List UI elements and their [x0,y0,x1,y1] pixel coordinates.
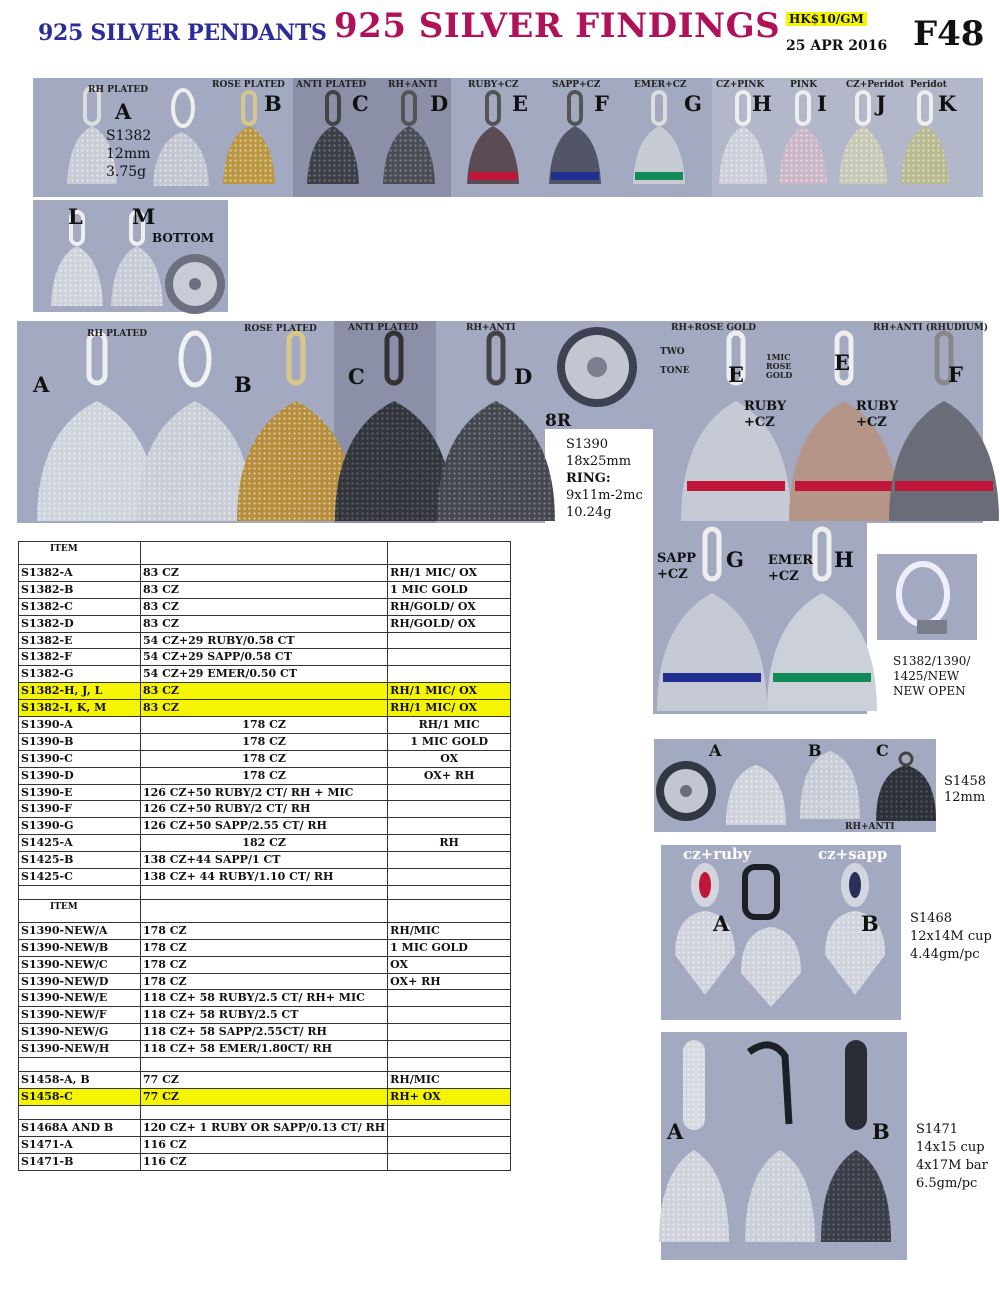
strip3-letter-h: H [834,547,854,572]
table-header-cell [141,899,388,922]
table-row [19,717,511,734]
item-code: S1390-D [19,767,141,784]
strip2-letter-e2: E [834,350,851,375]
item-stones: 126 CZ+50 SAPP/2.55 CT/ RH [141,818,388,835]
s1468-spec [910,910,992,964]
item-finish: RH/GOLD/ OX [388,615,511,632]
ruby-cz-e-line1: RUBY [744,399,787,414]
mic-rose-gold-note [766,353,792,380]
item-stones: 83 CZ [141,615,388,632]
catalog-date: 25 APR 2016 [786,38,888,54]
strip2-letter-b: B [234,372,252,397]
table-spacer-cell [141,885,388,899]
ruby-cz-e-line2: +CZ [744,415,775,430]
table-row [19,784,511,801]
table-spacer [19,1058,511,1072]
item-finish [388,784,511,801]
strip1-letter-d: D [430,91,449,116]
item-stones: 54 CZ+29 SAPP/0.58 CT [141,649,388,666]
s1458-size: 12mm [944,790,986,805]
new-open-line1: S1382/1390/ [893,654,971,668]
table-row [19,1088,511,1105]
item-code: S1382-F [19,649,141,666]
ruby-cz-f-line2: +CZ [856,415,887,430]
item-stones: 118 CZ+ 58 RUBY/2.5 CT [141,1007,388,1024]
s1471-photos [661,1032,907,1260]
strip1-letter-h: H [752,91,772,116]
item-stones: 83 CZ [141,598,388,615]
table-row [19,598,511,615]
strip1-letter-b: B [264,91,282,116]
item-code: S1382-A [19,565,141,582]
item-finish: OX+ RH [388,767,511,784]
item-code: S1390-E [19,784,141,801]
table-row [19,750,511,767]
strip1-label-ruby-cz: RUBY+CZ [468,80,519,90]
strip1-label-rh-plated: RH PLATED [88,85,149,95]
emer-cz-note [768,553,813,585]
mic-rose-line1: 1MIC [766,352,791,362]
table-spacer-cell [19,885,141,899]
item-code: S1458-C [19,1088,141,1105]
s1471-letter-b: B [872,1119,890,1144]
item-stones: 178 CZ [141,750,388,767]
table-spacer [19,1105,511,1119]
s1468-tag-ruby: cz+ruby [683,845,752,863]
item-finish: RH/1 MIC/ OX [388,683,511,700]
item-code: S1390-A [19,717,141,734]
item-finish [388,801,511,818]
strip1-label-sapp-cz: SAPP+CZ [552,80,601,90]
strip2-letter-e1: E [728,362,745,387]
item-finish [388,1024,511,1041]
s1471-code: S1471 [916,1122,958,1137]
item-finish: OX+ RH [388,973,511,990]
item-code: S1382-I, K, M [19,700,141,717]
item-finish: RH/1 MIC/ OX [388,700,511,717]
item-stones: 83 CZ [141,581,388,598]
table-row [19,615,511,632]
item-finish [388,632,511,649]
item-code: S1425-A [19,835,141,852]
s1382-lm-pendant-photos [33,200,228,312]
strip2-label-rh-plated: RH PLATED [87,329,148,339]
table-spacer-cell [19,1058,141,1072]
strip1-letter-a: A [115,99,132,124]
table-row [19,852,511,869]
table-spacer-cell [388,1105,511,1119]
item-stones: 54 CZ+29 RUBY/0.58 CT [141,632,388,649]
item-finish [388,1041,511,1058]
s1390-spec [566,436,643,521]
strip2-label-anti-plated: ANTI PLATED [348,323,419,333]
item-code: S1471-A [19,1136,141,1153]
strip1-label-emer-cz: EMER+CZ [634,80,687,90]
s1390-ring-size: 9x11m-2mc [566,488,643,503]
item-code: S1458-A, B [19,1072,141,1089]
s1458-sub-label: RH+ANTI [845,822,895,832]
item-code: S1390-F [19,801,141,818]
item-finish: RH/1 MIC [388,717,511,734]
new-open-line2: 1425/NEW [893,669,960,683]
item-stones: 178 CZ [141,733,388,750]
item-table [18,541,511,1171]
table-row [19,973,511,990]
new-open-note [893,654,970,699]
s1382-pendant-photos [33,78,983,197]
s1458-letter-a: A [709,741,722,760]
table-row [19,683,511,700]
item-code: S1468A AND B [19,1119,141,1136]
strip1-label-anti-plated: ANTI PLATED [296,80,367,90]
s1468-letter-b: B [861,911,879,936]
strip1-label-cz-peridot: CZ+Peridot [846,80,905,90]
item-finish [388,1007,511,1024]
new-open-line3: NEW OPEN [893,684,966,698]
ruby-cz-note-f [856,399,898,431]
item-finish [388,649,511,666]
emer-cz-line1: EMER [768,553,814,568]
item-code: S1425-C [19,869,141,886]
table-spacer-cell [141,1058,388,1072]
table-row [19,1041,511,1058]
item-stones: 178 CZ [141,973,388,990]
item-code: S1390-NEW/F [19,1007,141,1024]
item-code: S1390-NEW/A [19,922,141,939]
item-stones: 116 CZ [141,1136,388,1153]
item-stones: 83 CZ [141,565,388,582]
item-finish: RH/MIC [388,1072,511,1089]
item-code: S1382-C [19,598,141,615]
strip2-letter-d: D [514,364,533,389]
item-finish [388,1153,511,1170]
item-code: S1390-NEW/B [19,939,141,956]
table-row [19,1136,511,1153]
table-spacer-cell [388,1058,511,1072]
strip1-label-cz-pink: CZ+PINK [716,80,765,90]
item-code: S1382-D [19,615,141,632]
bottom-label: BOTTOM [152,231,214,245]
s1471-weight: 6.5gm/pc [916,1176,978,1191]
item-finish [388,1136,511,1153]
item-stones: 77 CZ [141,1072,388,1089]
item-finish: RH/MIC [388,922,511,939]
s1390-code: S1390 [566,437,608,452]
item-stones: 182 CZ [141,835,388,852]
s1471-spec [916,1121,988,1193]
table-spacer-cell [19,1105,141,1119]
item-stones: 118 CZ+ 58 SAPP/2.55CT/ RH [141,1024,388,1041]
item-code: S1425-B [19,852,141,869]
table-row [19,1153,511,1170]
item-finish: OX [388,750,511,767]
strip1-letter-e: E [512,91,529,116]
s1468-size: 12x14M cup [910,929,992,944]
item-stones: 178 CZ [141,956,388,973]
sapp-cz-line2: +CZ [657,567,688,582]
table-row [19,869,511,886]
table-row [19,939,511,956]
item-code: S1390-B [19,733,141,750]
strip1-letter-k: K [938,91,957,116]
table-spacer-cell [141,1105,388,1119]
strip1b-letter-m: M [132,204,156,229]
item-code: S1390-NEW/G [19,1024,141,1041]
table-row [19,632,511,649]
strip1-letter-f: F [594,91,609,116]
table-row [19,1024,511,1041]
item-stones: 126 CZ+50 RUBY/2 CT/ RH [141,801,388,818]
table-header-cell [388,542,511,565]
item-finish: RH/1 MIC/ OX [388,565,511,582]
table-row [19,700,511,717]
pendants-title: 925 SILVER PENDANTS [38,20,327,46]
table-row [19,1007,511,1024]
s1382-spec [106,127,151,181]
s1458-letter-c: C [876,741,889,760]
strip2-label-rose-plated: ROSE PLATED [244,324,317,334]
item-finish: 1 MIC GOLD [388,939,511,956]
item-finish [388,852,511,869]
item-code: S1390-C [19,750,141,767]
table-row [19,956,511,973]
item-finish: RH/GOLD/ OX [388,598,511,615]
item-stones: 126 CZ+50 RUBY/2 CT/ RH + MIC [141,784,388,801]
item-code: S1471-B [19,1153,141,1170]
table-row [19,1119,511,1136]
mic-rose-line2: ROSE [766,361,792,371]
s1471-letter-a: A [667,1119,684,1144]
table-row [19,835,511,852]
item-stones: 178 CZ [141,717,388,734]
table-row [19,581,511,598]
table-row [19,649,511,666]
item-stones: 178 CZ [141,922,388,939]
s1458-photos [654,739,936,832]
s1468-weight: 4.44gm/pc [910,947,980,962]
s1458-code: S1458 [944,774,986,789]
sapp-cz-line1: SAPP [657,551,697,566]
item-code: S1382-B [19,581,141,598]
table-row [19,922,511,939]
item-stones: 116 CZ [141,1153,388,1170]
table-row [19,801,511,818]
price-badge: HK$10/GM [786,12,867,26]
item-stones: 83 CZ [141,700,388,717]
table-header-1 [19,542,511,565]
item-code: S1390-NEW/C [19,956,141,973]
ring-label: 8R [545,411,571,431]
item-stones: 83 CZ [141,683,388,700]
strip2-letter-f: F [948,362,963,387]
strip1-label-rose-plated: ROSE PLATED [212,80,285,90]
s1458-letter-b: B [808,741,822,760]
strip1b-letter-l: L [68,204,83,229]
strip2-label-rh-rose-gold: RH+ROSE GOLD [671,323,756,333]
s1390-weight: 10.24g [566,505,612,520]
item-code: S1390-NEW/H [19,1041,141,1058]
table-row [19,733,511,750]
item-code: S1390-NEW/D [19,973,141,990]
strip2-label-rh-anti-rhudium: RH+ANTI (RHUDIUM) [873,323,988,333]
table-spacer-cell [388,885,511,899]
table-header-cell [141,542,388,565]
table-header-item: ITEM [19,542,141,565]
item-finish: 1 MIC GOLD [388,733,511,750]
strip1-label-rh-anti: RH+ANTI [388,80,438,90]
two-tone-line2: TONE [660,366,690,376]
table-header-item: ITEM [19,899,141,922]
item-stones: 54 CZ+29 EMER/0.50 CT [141,666,388,683]
item-stones: 118 CZ+ 58 RUBY/2.5 CT/ RH+ MIC [141,990,388,1007]
page-code: F48 [913,14,985,54]
strip2-letter-c: C [348,364,365,389]
s1382-size: 12mm [106,146,151,162]
strip2-label-rh-anti: RH+ANTI [466,323,516,333]
s1458-spec [944,774,986,806]
strip1-label-peridot: Peridot [910,80,947,90]
item-stones: 118 CZ+ 58 EMER/1.80CT/ RH [141,1041,388,1058]
item-stones: 178 CZ [141,767,388,784]
s1471-bar: 4x17M bar [916,1158,988,1173]
clasp-open-icon [877,554,977,640]
emer-cz-line2: +CZ [768,569,799,584]
strip3-letter-g: G [726,547,744,572]
item-stones: 178 CZ [141,939,388,956]
item-finish [388,818,511,835]
s1382-code: S1382 [106,128,152,144]
table-row [19,565,511,582]
item-code: S1382-G [19,666,141,683]
s1390-size: 18x25mm [566,454,632,469]
item-finish: 1 MIC GOLD [388,581,511,598]
item-code: S1382-E [19,632,141,649]
item-finish: OX [388,956,511,973]
ruby-cz-note-e [744,399,786,431]
table-row [19,767,511,784]
mic-rose-line3: GOLD [766,370,793,380]
strip1-letter-c: C [352,91,369,116]
s1382-weight: 3.75g [106,164,147,180]
s1471-cup: 14x15 cup [916,1140,985,1155]
s1390-ring-label: RING: [566,471,611,486]
two-tone-line1: TWO [660,347,685,357]
s1468-tag-sapp: cz+sapp [818,845,888,863]
item-stones: 138 CZ+ 44 RUBY/1.10 CT/ RH [141,869,388,886]
item-stones: 120 CZ+ 1 RUBY OR SAPP/0.13 CT/ RH [141,1119,388,1136]
item-stones: 138 CZ+44 SAPP/1 CT [141,852,388,869]
table-row [19,818,511,835]
findings-title: 925 SILVER FINDINGS [334,6,781,46]
table-row [19,1072,511,1089]
table-row [19,666,511,683]
table-row [19,990,511,1007]
s1468-letter-a: A [713,911,730,936]
strip1-label-pink: PINK [790,80,818,90]
strip1-letter-g: G [684,91,702,116]
item-finish: RH [388,835,511,852]
table-header-2 [19,899,511,922]
item-finish [388,869,511,886]
item-finish [388,1119,511,1136]
strip2-letter-a: A [33,372,50,397]
strip1-letter-j: J [876,91,886,116]
item-stones: 77 CZ [141,1088,388,1105]
s1468-code: S1468 [910,911,952,926]
item-finish: RH+ OX [388,1088,511,1105]
strip1-letter-i: I [817,91,827,116]
item-code: S1382-H, J, L [19,683,141,700]
table-spacer [19,885,511,899]
item-finish [388,666,511,683]
sapp-cz-note [657,551,696,583]
two-tone-note [660,343,690,381]
ruby-cz-f-line1: RUBY [856,399,899,414]
item-code: S1390-NEW/E [19,990,141,1007]
item-finish [388,990,511,1007]
table-header-cell [388,899,511,922]
item-code: S1390-G [19,818,141,835]
